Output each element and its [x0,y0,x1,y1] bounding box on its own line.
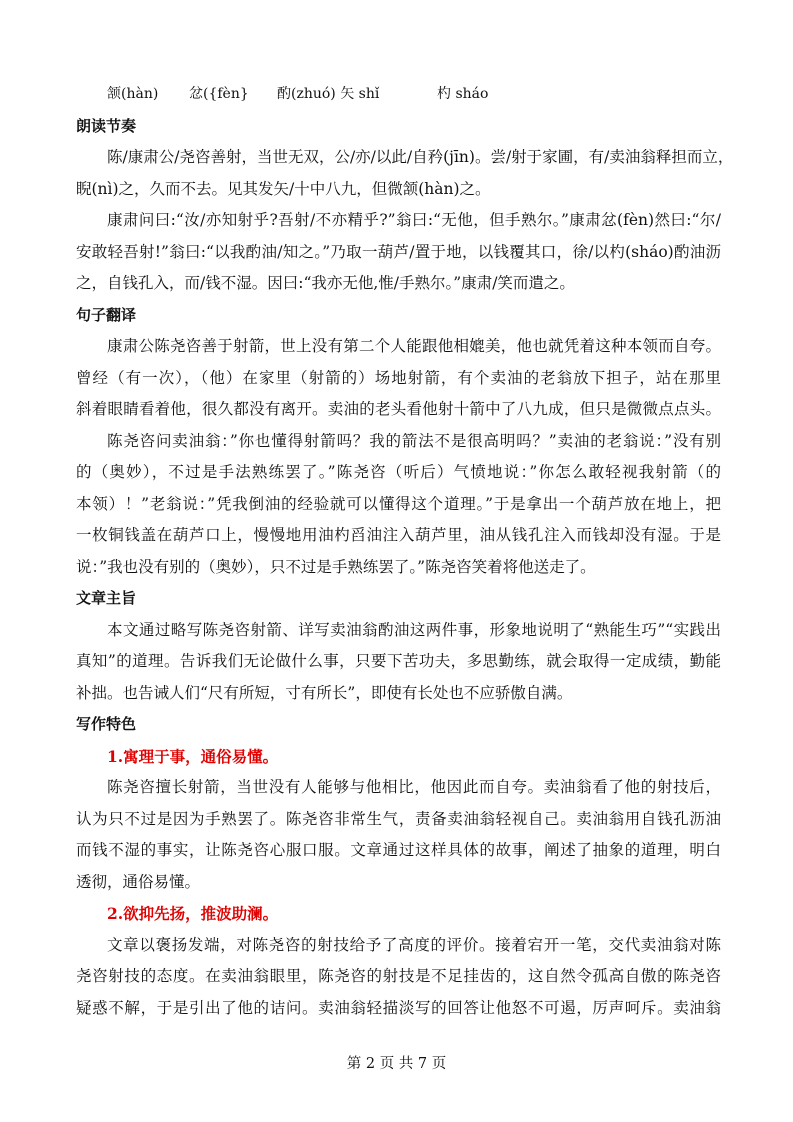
body-line: 曾经（有一次），（他）在家里（射箭的）场地射箭，有个卖油的老翁放下担子，站在那里 [76,368,721,387]
body-line: 认为只不过是因为手熟罢了。陈尧咨非常生气，责备卖油翁轻视自己。卖油翁用自钱孔沥油 [76,809,721,828]
section-heading: 写作特色 [76,715,137,733]
body-line: 文章以褒扬发端，对陈尧咨的射技给予了高度的评价。接着宕开一笔，交代卖油翁对陈 [107,935,721,954]
body-line: 本领）！”老翁说：”凭我倒油的经验就可以懂得这个道理。”于是拿出一个葫芦放在地上，把 [76,494,721,513]
body-line: 疑惑不解，于是引出了他的诘问。卖油翁轻描淡写的回答让他怒不可遏，厉声呵斥。卖油翁 [76,998,721,1017]
pinyin-item: 杓 sháo [437,86,489,102]
document-body [76,79,734,1024]
section-heading: 文章主旨 [76,589,137,607]
pinyin-item: 酌(zhuó) 矢 shǐ [277,86,380,102]
body-line: 一枚铜钱盖在葫芦口上，慢慢地用油杓舀油注入葫芦里，油从钱孔注入而钱却没有湿。于是 [76,526,721,544]
section-heading: 句子翻译 [76,305,137,324]
body-line: 康肃公陈尧咨善于射箭，世上没有第二个人能跟他相媲美，他也就凭着这种本领而自夸。 [107,337,721,355]
section-heading: 朗读节奏 [76,116,137,135]
body-line: 的（奥妙），不过是手法熟练罢了。”陈尧咨（听后）气愤地说：”你怎么敢轻视我射箭（的 [76,463,721,481]
body-line: 真知”的道理。告诉我们无论做什么事，只要下苦功夫，多思勤练，就会取得一定成绩，勤能 [76,652,721,670]
page-footer: 第 2 页 共 7 页 [346,1056,447,1072]
body-line: 之，自钱孔入，而/钱不湿。因曰:“我亦无他,惟/手熟尔。”康肃/笑而遣之。 [76,274,575,292]
body-line: 尧咨射技的态度。在卖油翁眼里，陈尧咨的射技是不足挂齿的，这自然令孤高自傲的陈尧咨 [76,967,721,985]
body-line: 康肃问曰:“汝/亦知射乎?吾射/不亦精乎?”翁曰:“无他，但手熟尔。”康肃忿(fèn)然曰:“尔/ [107,211,721,229]
body-line: 说：”我也没有别的（奥妙），只不过是手熟练罢了。”陈尧咨笑着将他送走了。 [76,557,596,576]
body-line: 透彻，通俗易懂。 [76,872,201,891]
body-line: 陈尧咨问卖油翁：”你也懂得射箭吗？我的箭法不是很高明吗？”卖油的老翁说：”没有别 [107,431,721,450]
body-line: 补拙。也告诫人们“尺有所短，寸有所长”，即使有长处也不应骄傲自满。 [76,683,573,702]
body-line: 安敢轻吾射!”翁曰:“以我酌油/知之。”乃取一葫芦/置于地，以钱覆其口，徐/以杓(sháo)酌油沥 [76,242,721,261]
feature-title: 1.寓理于事，通俗易懂。 [107,746,279,766]
body-line: 本文通过略写陈尧咨射箭、详写卖油翁酌油这两件事，形象地说明了“熟能生巧”“实践出 [107,620,721,639]
pinyin-line [76,79,721,111]
pinyin-item: 颔(hàn) [107,86,159,102]
body-line: 睨(nì)之，久而不去。见其发矢/十中八九，但微颔(hàn)之。 [76,179,491,198]
body-line: 而钱不湿的事实，让陈尧咨心服口服。文章通过这样具体的故事，阐述了抽象的道理，明白 [76,841,721,859]
feature-title: 2.欲抑先扬，推波助澜。 [107,904,279,923]
body-line: 陈/康肃公/尧咨善射，当世无双，公/亦/以此/自矜(jīn)。尝/射于家圃，有/卖油翁释担而立， [107,148,734,166]
body-line: 斜着眼睛看着他，很久都没有离开。卖油的老头看他射十箭中了八九成，但只是微微点点头。 [76,400,721,418]
body-line: 陈尧咨擅长射箭，当世没有人能够与他相比，他因此而自夸。卖油翁看了他的射技后， [107,778,721,796]
pinyin-item: 忿({fèn} [189,86,249,102]
